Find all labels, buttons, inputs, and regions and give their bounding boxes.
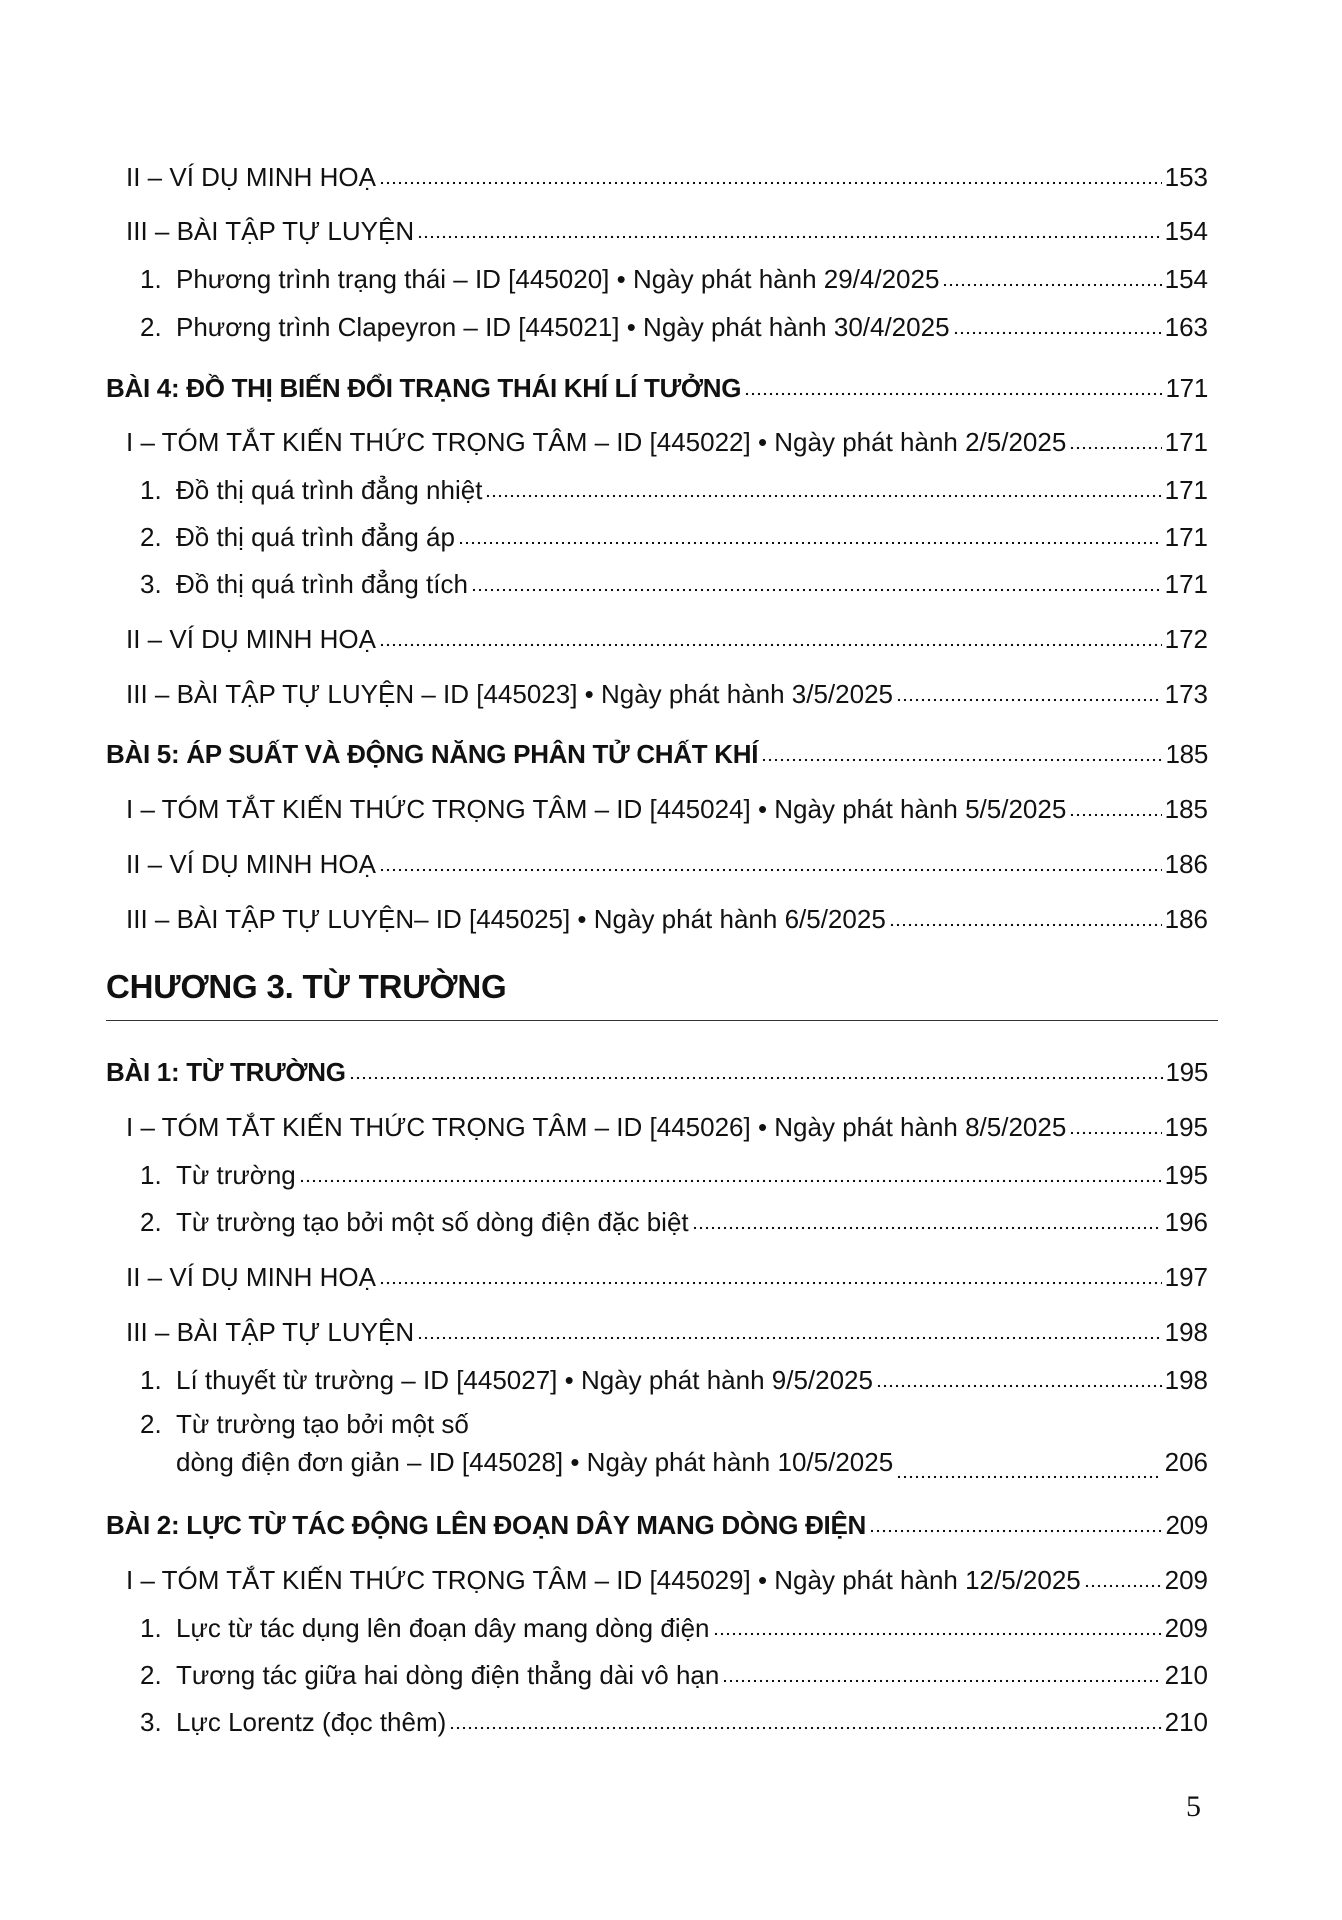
toc-entry-title: II – VÍ DỤ MINH HOẠ — [126, 849, 376, 879]
toc-page-number: 195 — [1164, 1160, 1208, 1190]
toc-entry-subsection[interactable] — [140, 520, 1208, 554]
toc-page-number: 171 — [1164, 475, 1208, 505]
toc-entry-subsection[interactable] — [140, 310, 1208, 344]
dot-leader — [692, 1205, 1162, 1231]
toc-entry-subsection[interactable] — [140, 473, 1208, 507]
toc-entry-title: I – TÓM TẮT KIẾN THỨC TRỌNG TÂM – ID [445029] • Ngày phát hành 12/5/2025 — [126, 1565, 1081, 1595]
dot-leader — [299, 1158, 1162, 1184]
dot-leader — [417, 1315, 1162, 1341]
dot-leader — [379, 622, 1162, 648]
toc-page-number: 154 — [1164, 264, 1208, 294]
dot-leader — [449, 1705, 1161, 1731]
toc-page-number: 198 — [1164, 1365, 1208, 1395]
toc-page-number: 171 — [1165, 373, 1208, 403]
toc-entry-title: Từ trường — [176, 1160, 296, 1190]
toc-page-number: 198 — [1164, 1317, 1208, 1347]
toc-entry-lesson[interactable] — [106, 371, 1208, 405]
dot-leader — [896, 677, 1162, 703]
toc-page-number: 210 — [1164, 1660, 1208, 1690]
toc-page-number: 195 — [1165, 1057, 1208, 1087]
toc-page-number: 209 — [1165, 1510, 1208, 1540]
toc-entry-title: BÀI 2: LỰC TỪ TÁC ĐỘNG LÊN ĐOẠN DÂY MANG DÒNG ĐIỆN — [106, 1510, 866, 1540]
toc-entry-section[interactable] — [126, 1563, 1208, 1597]
toc-entry-number: 2. — [140, 1409, 162, 1439]
toc-entry-number: 1. — [140, 1365, 162, 1395]
toc-entry-title: III – BÀI TẬP TỰ LUYỆN – ID [445023] • Ngày phát hành 3/5/2025 — [126, 679, 893, 709]
toc-entry-title: Đồ thị quá trình đẳng nhiệt — [176, 475, 483, 505]
toc-entry-section[interactable] — [126, 792, 1208, 826]
toc-entry-title-line: dòng điện đơn giản – ID [445028] • Ngày phát hành 10/5/2025 — [176, 1447, 894, 1477]
dot-leader — [942, 262, 1161, 288]
toc-page-number: 196 — [1164, 1207, 1208, 1237]
toc-entry-section[interactable] — [126, 622, 1208, 656]
toc-entry-section[interactable] — [126, 677, 1208, 711]
toc-entry-title-line: Từ trường tạo bởi một số — [176, 1409, 469, 1439]
toc-entry-section[interactable] — [126, 1315, 1208, 1349]
dot-leader — [1069, 425, 1161, 451]
chapter-heading: CHƯƠNG 3. TỪ TRƯỜNG — [106, 968, 1218, 1021]
toc-entry-number: 2. — [140, 1207, 162, 1237]
dot-leader — [889, 902, 1162, 928]
toc-page-number: 173 — [1164, 679, 1208, 709]
toc-page-number: 206 — [1164, 1447, 1208, 1477]
dot-leader — [458, 520, 1162, 546]
toc-page-number: 172 — [1164, 624, 1208, 654]
toc-entry-title: II – VÍ DỤ MINH HOẠ — [126, 162, 376, 192]
dot-leader — [417, 214, 1162, 240]
toc-page-number: 186 — [1164, 904, 1208, 934]
toc-entry-number: 1. — [140, 475, 162, 505]
dot-leader — [761, 737, 1162, 763]
toc-entry-number: 1. — [140, 264, 162, 294]
toc-page-number: 209 — [1164, 1613, 1208, 1643]
toc-entry-title: II – VÍ DỤ MINH HOẠ — [126, 624, 376, 654]
dot-leader — [485, 473, 1161, 499]
toc-page-number: 171 — [1164, 522, 1208, 552]
toc-page-number: 185 — [1164, 794, 1208, 824]
toc-entry-section[interactable] — [126, 847, 1208, 881]
dot-leader — [722, 1658, 1161, 1684]
toc-page-number: 186 — [1164, 849, 1208, 879]
dot-leader — [379, 847, 1162, 873]
toc-entry-number: 2. — [140, 522, 162, 552]
toc-page-number: 153 — [1164, 162, 1208, 192]
toc-entry-lesson[interactable] — [106, 737, 1208, 771]
toc-entry-title: III – BÀI TẬP TỰ LUYỆN — [126, 1317, 415, 1347]
toc-entry-subsection[interactable] — [140, 1205, 1208, 1239]
toc-entry-subsection[interactable] — [140, 1158, 1208, 1192]
toc-entry-section[interactable] — [126, 425, 1208, 459]
dot-leader — [1069, 792, 1161, 818]
toc-entry-subsection[interactable] — [140, 567, 1208, 601]
toc-page-number: 197 — [1164, 1262, 1208, 1292]
toc-entry-title: Phương trình trạng thái – ID [445020] • Ngày phát hành 29/4/2025 — [176, 264, 940, 294]
toc-entry-number: 2. — [140, 312, 162, 342]
toc-page-number: 171 — [1164, 569, 1208, 599]
dot-leader — [379, 160, 1162, 186]
toc-page-number: 210 — [1164, 1707, 1208, 1737]
toc-entry-lesson[interactable] — [106, 1055, 1208, 1089]
dot-leader — [896, 1447, 1161, 1481]
toc-entry-number: 3. — [140, 569, 162, 599]
dot-leader — [471, 567, 1162, 593]
toc-entry-subsection[interactable] — [140, 262, 1208, 296]
toc-entry-title: Phương trình Clapeyron – ID [445021] • Ngày phát hành 30/4/2025 — [176, 312, 950, 342]
dot-leader — [379, 1260, 1162, 1286]
toc-entry-section[interactable] — [126, 1260, 1208, 1294]
toc-page-number: 195 — [1164, 1112, 1208, 1142]
toc-entry-subsection[interactable] — [140, 1363, 1208, 1397]
toc-entry-title: II – VÍ DỤ MINH HOẠ — [126, 1262, 376, 1292]
toc-entry-number: 1. — [140, 1160, 162, 1190]
toc-entry-section[interactable] — [126, 1110, 1208, 1144]
toc-entry-title: Lí thuyết từ trường – ID [445027] • Ngày phát hành 9/5/2025 — [176, 1365, 873, 1395]
toc-entry-subsection[interactable] — [140, 1658, 1208, 1692]
toc-entry-section[interactable] — [126, 160, 1208, 194]
toc-entry-title: Đồ thị quá trình đẳng tích — [176, 569, 468, 599]
page-number: 5 — [1186, 1790, 1201, 1823]
toc-entry-lesson[interactable] — [106, 1508, 1208, 1542]
toc-entry-subsection[interactable] — [140, 1705, 1208, 1739]
toc-page-number: 185 — [1165, 739, 1208, 769]
dot-leader — [876, 1363, 1162, 1389]
toc-entry-title: Từ trường tạo bởi một số dòng điện đặc biệt — [176, 1207, 689, 1237]
toc-entry-section[interactable] — [126, 214, 1208, 248]
toc-entry-number: 1. — [140, 1613, 162, 1643]
toc-entry-title: BÀI 5: ÁP SUẤT VÀ ĐỘNG NĂNG PHÂN TỬ CHẤT KHÍ — [106, 739, 759, 769]
toc-entry-title: III – BÀI TẬP TỰ LUYỆN — [126, 216, 415, 246]
toc-page-number: 171 — [1164, 427, 1208, 457]
toc-entry-title: I – TÓM TẮT KIẾN THỨC TRỌNG TÂM – ID [445022] • Ngày phát hành 2/5/2025 — [126, 427, 1067, 457]
dot-leader — [869, 1508, 1163, 1534]
dot-leader — [1084, 1563, 1162, 1589]
toc-entry-title: Tương tác giữa hai dòng điện thẳng dài vô hạn — [176, 1660, 720, 1690]
toc-entry-title: Lực từ tác dụng lên đoạn dây mang dòng điện — [176, 1613, 710, 1643]
toc-entry-title: Lực Lorentz (đọc thêm) — [176, 1707, 447, 1737]
dot-leader — [953, 310, 1162, 336]
dot-leader — [349, 1055, 1163, 1081]
toc-entry-title: III – BÀI TẬP TỰ LUYỆN– ID [445025] • Ngày phát hành 6/5/2025 — [126, 904, 886, 934]
toc-entry-title: BÀI 1: TỪ TRƯỜNG — [106, 1057, 346, 1087]
toc-entry-title: BÀI 4: ĐỒ THỊ BIẾN ĐỔI TRẠNG THÁI KHÍ LÍ TƯỞNG — [106, 373, 742, 403]
toc-entry-subsection[interactable] — [140, 1611, 1208, 1645]
toc-entry-subsection[interactable] — [140, 1405, 1208, 1481]
toc-entry-number: 3. — [140, 1707, 162, 1737]
toc-page-number: 154 — [1164, 216, 1208, 246]
dot-leader — [1069, 1110, 1161, 1136]
toc-entry-title: Đồ thị quá trình đẳng áp — [176, 522, 455, 552]
dot-leader — [713, 1611, 1162, 1637]
toc-page-number: 163 — [1164, 312, 1208, 342]
toc-entry-title: I – TÓM TẮT KIẾN THỨC TRỌNG TÂM – ID [445024] • Ngày phát hành 5/5/2025 — [126, 794, 1067, 824]
dot-leader — [744, 371, 1162, 397]
toc-page-number: 209 — [1164, 1565, 1208, 1595]
toc-entry-title: I – TÓM TẮT KIẾN THỨC TRỌNG TÂM – ID [445026] • Ngày phát hành 8/5/2025 — [126, 1112, 1067, 1142]
toc-entry-title — [176, 1405, 893, 1481]
toc-entry-number: 2. — [140, 1660, 162, 1690]
toc-entry-section[interactable] — [126, 902, 1208, 936]
